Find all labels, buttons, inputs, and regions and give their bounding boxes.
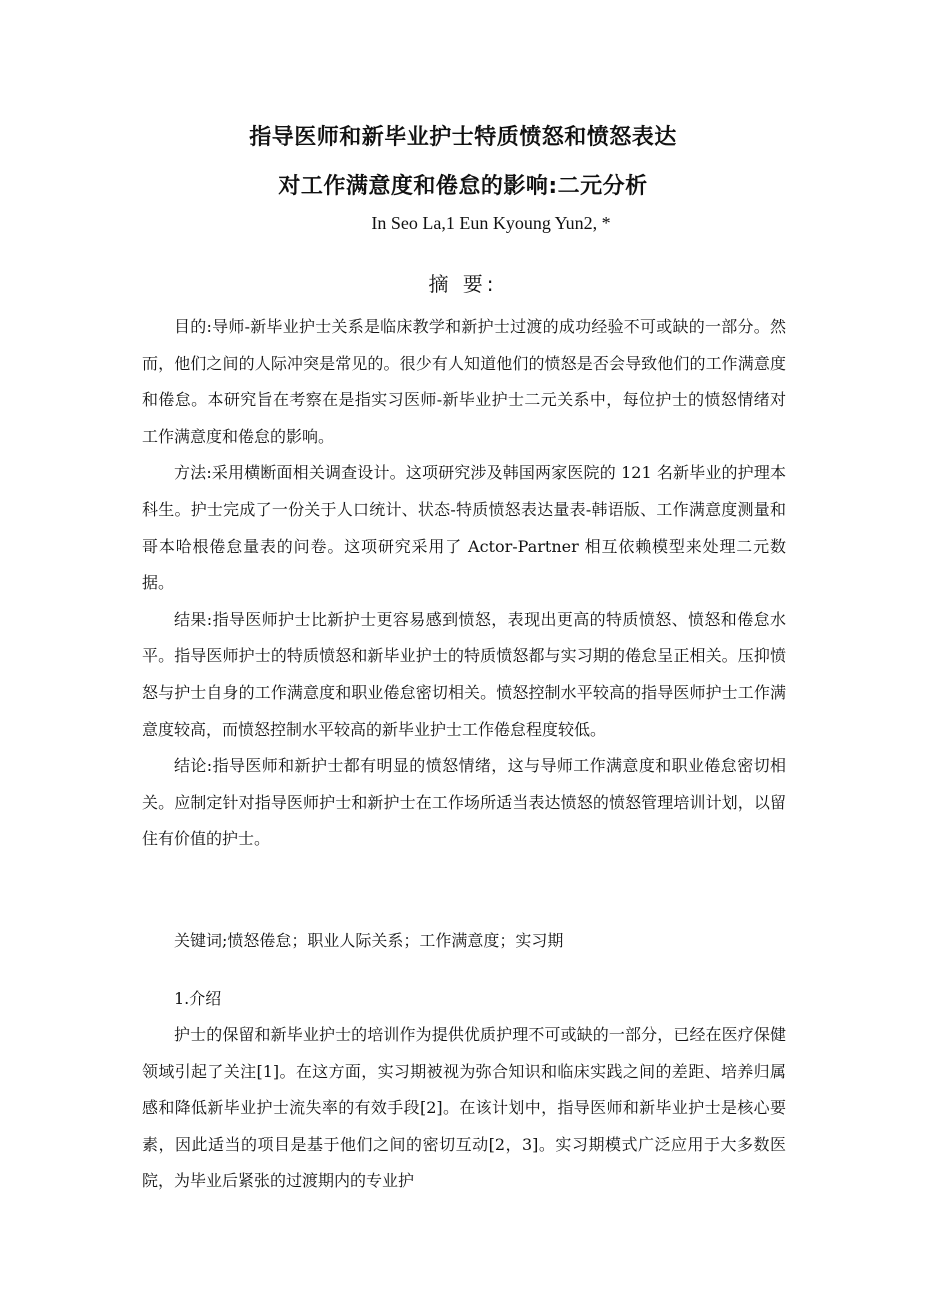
abstract-methods-paragraph: 方法:采用横断面相关调查设计。这项研究涉及韩国两家医院的 121 名新毕业的护理本科生。护士完成了一份关于人口统计、状态-特质愤怒表达量表-韩语版、工作满意度测量和哥本哈根倦怠量表的问卷。这项研究采用了 Actor-Partner 相互依赖模型来处理二元数据。 — [142, 463, 786, 593]
abstract-purpose-paragraph: 目的:导师-新毕业护士关系是临床教学和新护士过渡的成功经验不可或缺的一部分。然而，他们之间的人际冲突是常见的。很少有人知道他们的愤怒是否会导致他们的工作满意度和倦怠。本研究旨在考察在是指实习医师-新毕业护士二元关系中，每位护士的愤怒情绪对工作满意度和倦怠的影响。 — [142, 317, 786, 446]
intro-paragraph: 护士的保留和新毕业护士的培训作为提供优质护理不可或缺的一部分，已经在医疗保健领域引起了关注[1]。在这方面，实习期被视为弥合知识和临床实践之间的差距、培养归属感和降低新毕业护士流失率的有效手段[2]。在该计划中，指导医师和新毕业护士是核心要素，因此适当的项目是基于他们之间的密切互动[2，3]。实习期模式广泛应用于大多数医院，为毕业后紧张的过渡期内的专业护 — [142, 1025, 786, 1191]
intro-body — [142, 1017, 786, 1200]
abstract-body — [142, 309, 786, 858]
intro-section-heading: 1.介绍 — [174, 989, 222, 1008]
abstract-conclusion-paragraph: 结论:指导医师和新护士都有明显的愤怒情绪，这与导师工作满意度和职业倦怠密切相关。应制定针对指导医师护士和新护士在工作场所适当表达愤怒的愤怒管理培训计划，以留住有价值的护士。 — [142, 756, 786, 849]
paper-title-line-1: 指导医师和新毕业护士特质愤怒和愤怒表达 — [249, 125, 677, 150]
abstract-results-paragraph: 结果:指导医师护士比新护士更容易感到愤怒，表现出更高的特质愤怒、愤怒和倦怠水平。指导医师护士的特质愤怒和新毕业护士的特质愤怒都与实习期的倦怠呈正相关。压抑愤怒与护士自身的工作满意度和职业倦怠密切相关。愤怒控制水平较高的指导医师护士工作满意度较高，而愤怒控制水平较高的新毕业护士工作倦怠程度较低。 — [142, 609, 786, 739]
author-list: In Seo La,1 Eun Kyoung Yun2, * — [371, 213, 611, 233]
abstract-heading: 摘 要: — [428, 272, 498, 296]
keywords-text: ;愤怒倦怠；职业人际关系；工作满意度；实习期 — [222, 931, 564, 950]
keywords-label: 关键词 — [174, 931, 223, 950]
keywords-line — [174, 923, 563, 959]
paper-title-line-2: 对工作满意度和倦怠的影响:二元分析 — [278, 174, 648, 199]
